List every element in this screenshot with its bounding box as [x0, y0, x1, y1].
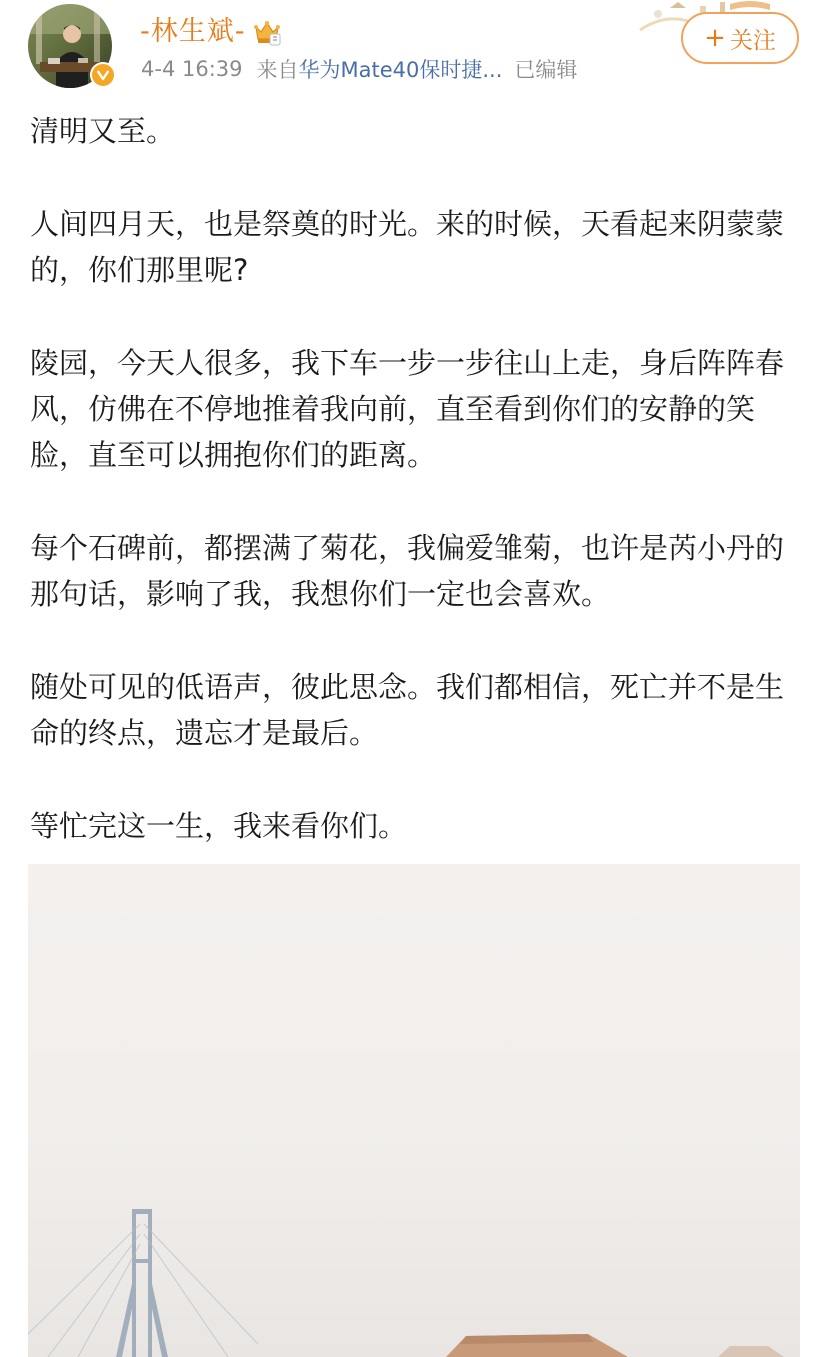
- post-paragraph: 清明又至。: [30, 114, 176, 148]
- post-text: [30, 108, 800, 896]
- follow-button[interactable]: [681, 12, 799, 64]
- edited-label[interactable]: 已编辑: [514, 58, 578, 82]
- plus-icon: +: [704, 23, 726, 53]
- post-meta: [141, 54, 577, 84]
- post-paragraph: 随处可见的低语声，彼此思念。我们都相信，死亡并不是生命的终点，遗忘才是最后。: [30, 670, 785, 750]
- post-paragraph: 等忙完这一生，我来看你们。: [30, 809, 408, 843]
- post-header: [0, 0, 828, 100]
- follow-button-label: 关注: [729, 27, 776, 54]
- post-image-photo: [28, 864, 800, 1357]
- post-image[interactable]: [28, 864, 800, 1357]
- post-paragraph: 每个石碑前，都摆满了菊花，我偏爱雏菊，也许是芮小丹的那句话，影响了我，我想你们一定也会喜欢。: [30, 531, 785, 611]
- post-time: 4-4 16:39: [141, 57, 243, 81]
- username[interactable]: -林生斌-: [140, 16, 246, 47]
- avatar[interactable]: [28, 4, 112, 88]
- post-paragraph: 人间四月天，也是祭奠的时光。来的时候，天看起来阴蒙蒙的，你们那里呢?: [30, 207, 785, 287]
- username-row: [140, 12, 282, 52]
- verified-badge-icon: [90, 62, 116, 88]
- source-prefix: 来自: [256, 58, 299, 82]
- post-paragraph: 陵园，今天人很多，我下车一步一步往山上走，身后阵阵春风，仿佛在不停地推着我向前，直至看到你们的安静的笑脸，直至可以拥抱你们的距离。: [30, 346, 785, 472]
- vip-crown-icon[interactable]: [252, 17, 282, 47]
- source-device-link[interactable]: 华为Mate40保时捷...: [298, 58, 503, 82]
